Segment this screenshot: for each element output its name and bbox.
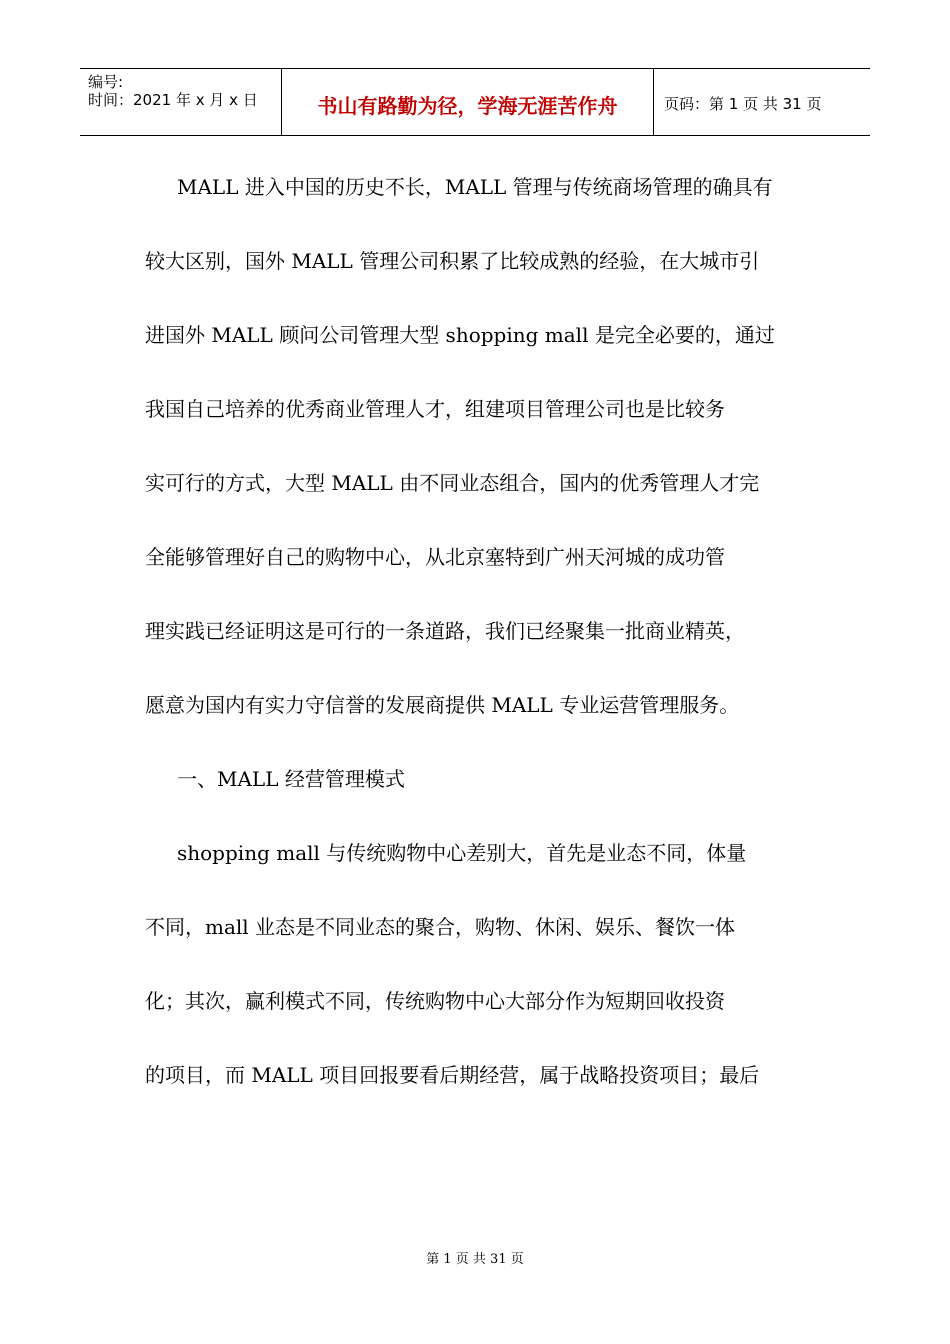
body-line: 的项目，而 MALL 项目回报要看后期经营，属于战略投资项目；最后 [145,1063,760,1087]
page-footer: 第 1 页 共 31 页 [426,1252,524,1267]
document-header [80,68,870,136]
document-date: 时间：2021 年 x 月 x 日 [88,91,258,109]
document-body [145,168,805,1130]
section-heading: 一、MALL 经营管理模式 [177,767,405,791]
header-motto: 书山有路勤为径，学海无涯苦作舟 [282,69,654,135]
body-line: 全能够管理好自己的购物中心，从北京塞特到广州天河城的成功管 [145,545,725,569]
header-page-info: 页码：第 1 页 共 31 页 [664,94,822,113]
body-line: 不同，mall 业态是不同业态的聚合，购物、休闲、娱乐、餐饮一体 [145,915,736,939]
body-line: MALL 进入中国的历史不长，MALL 管理与传统商场管理的确具有 [177,175,773,199]
body-line: 我国自己培养的优秀商业管理人才，组建项目管理公司也是比较务 [145,397,725,421]
body-line: 进国外 MALL 顾问公司管理大型 shopping mall 是完全必要的，通过 [145,323,775,347]
body-line: 愿意为国内有实力守信誉的发展商提供 MALL 专业运营管理服务。 [145,693,740,717]
body-line: shopping mall 与传统购物中心差别大，首先是业态不同，体量 [177,841,747,865]
body-line: 实可行的方式，大型 MALL 由不同业态组合，国内的优秀管理人才完 [145,471,760,495]
body-line: 较大区别，国外 MALL 管理公司积累了比较成熟的经验，在大城市引 [145,249,760,273]
body-line: 化；其次，赢利模式不同，传统购物中心大部分作为短期回收投资 [145,989,725,1013]
document-number-label: 编号: [88,73,124,91]
header-meta [80,69,282,135]
body-line: 理实践已经证明这是可行的一条道路，我们已经聚集一批商业精英， [145,619,745,643]
